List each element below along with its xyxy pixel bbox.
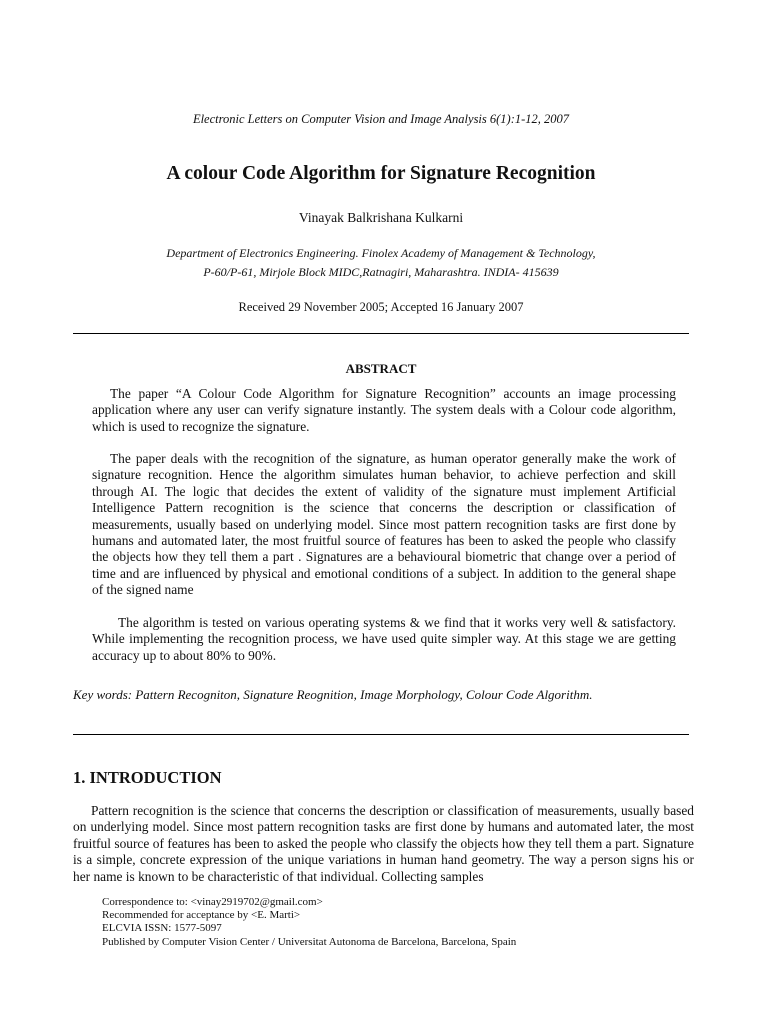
abstract-paragraph-3: The algorithm is tested on various operating systems & we find that it works very well & satisfactory. While implementing the recognition process, we have used quite simpler way. At this stage we are getting accuracy up to about 80% to 90%.: [92, 615, 676, 663]
received-accepted-dates: Received 29 November 2005; Accepted 16 January 2007: [238, 300, 524, 314]
footnote-correspondence: Correspondence to: <vinay2919702@gmail.com>: [102, 896, 323, 908]
footnote-publisher: Published by Computer Vision Center / Universitat Autonoma de Barcelona, Barcelona, Spain: [102, 935, 517, 948]
keywords: Key words: Pattern Recogniton, Signature Reognition, Image Morphology, Colour Code Algorithm.: [73, 687, 593, 702]
author-name: Vinayak Balkrishana Kulkarni: [298, 210, 464, 225]
footnote: [102, 896, 662, 949]
footnote-recommended: Recommended for acceptance by <E. Marti>: [102, 909, 301, 922]
paper-title: A colour Code Algorithm for Signature Recognition: [166, 163, 596, 184]
introduction-heading: 1. INTRODUCTION: [73, 768, 222, 787]
abstract-paragraph-1: The paper “A Colour Code Algorithm for Signature Recognition” accounts an image processing application where any user can verify signature instantly. The system deals with a Colour code algorithm, which is used to recognize the signature.: [92, 386, 676, 434]
bottom-divider: [73, 734, 689, 735]
abstract-heading: ABSTRACT: [345, 361, 417, 376]
top-divider: [73, 333, 689, 334]
author-affiliation: [73, 244, 689, 282]
footnote-issn: ELCVIA ISSN: 1577-5097: [102, 922, 222, 935]
affiliation-line-1: Department of Electronics Engineering. Finolex Academy of Management & Technology,: [166, 246, 596, 260]
introduction-paragraph: Pattern recognition is the science that concerns the description or classification of measurements, usually based on underlying model. Since most pattern recognition tasks are first done by humans and automated later, the most fruitful source of features has been to asked the people who classify the objects how they tell them a part. Signature is a simple, concrete expression of the unique variations in human hand geometry. The way a person signs his or her name is known to be characteristic of that individual. Collecting samples: [73, 803, 694, 884]
affiliation-line-2: P-60/P-61, Mirjole Block MIDC,Ratnagiri, Maharashtra. INDIA- 415639: [203, 265, 559, 279]
journal-citation: Electronic Letters on Computer Vision and Image Analysis 6(1):1-12, 2007: [192, 112, 570, 126]
abstract-paragraph-2: The paper deals with the recognition of the signature, as human operator generally make the work of signature recognition. Hence the algorithm simulates human behavior, to achieve perfection and skill through AI. The logic that decides the extent of validity of the signature must implement Artificial Intelligence Pattern recognition is the science that concerns the description or classification of measurements, usually based on underlying model. Since most pattern recognition tasks are first done by humans and automated later, the most fruitful source of features has been to asked the people who classify the objects how they tell them a part . Signatures are a behavioural biometric that change over a period of time and are influenced by physical and emotional conditions of a subject. In addition to the general shape of the signed name: [92, 451, 676, 598]
